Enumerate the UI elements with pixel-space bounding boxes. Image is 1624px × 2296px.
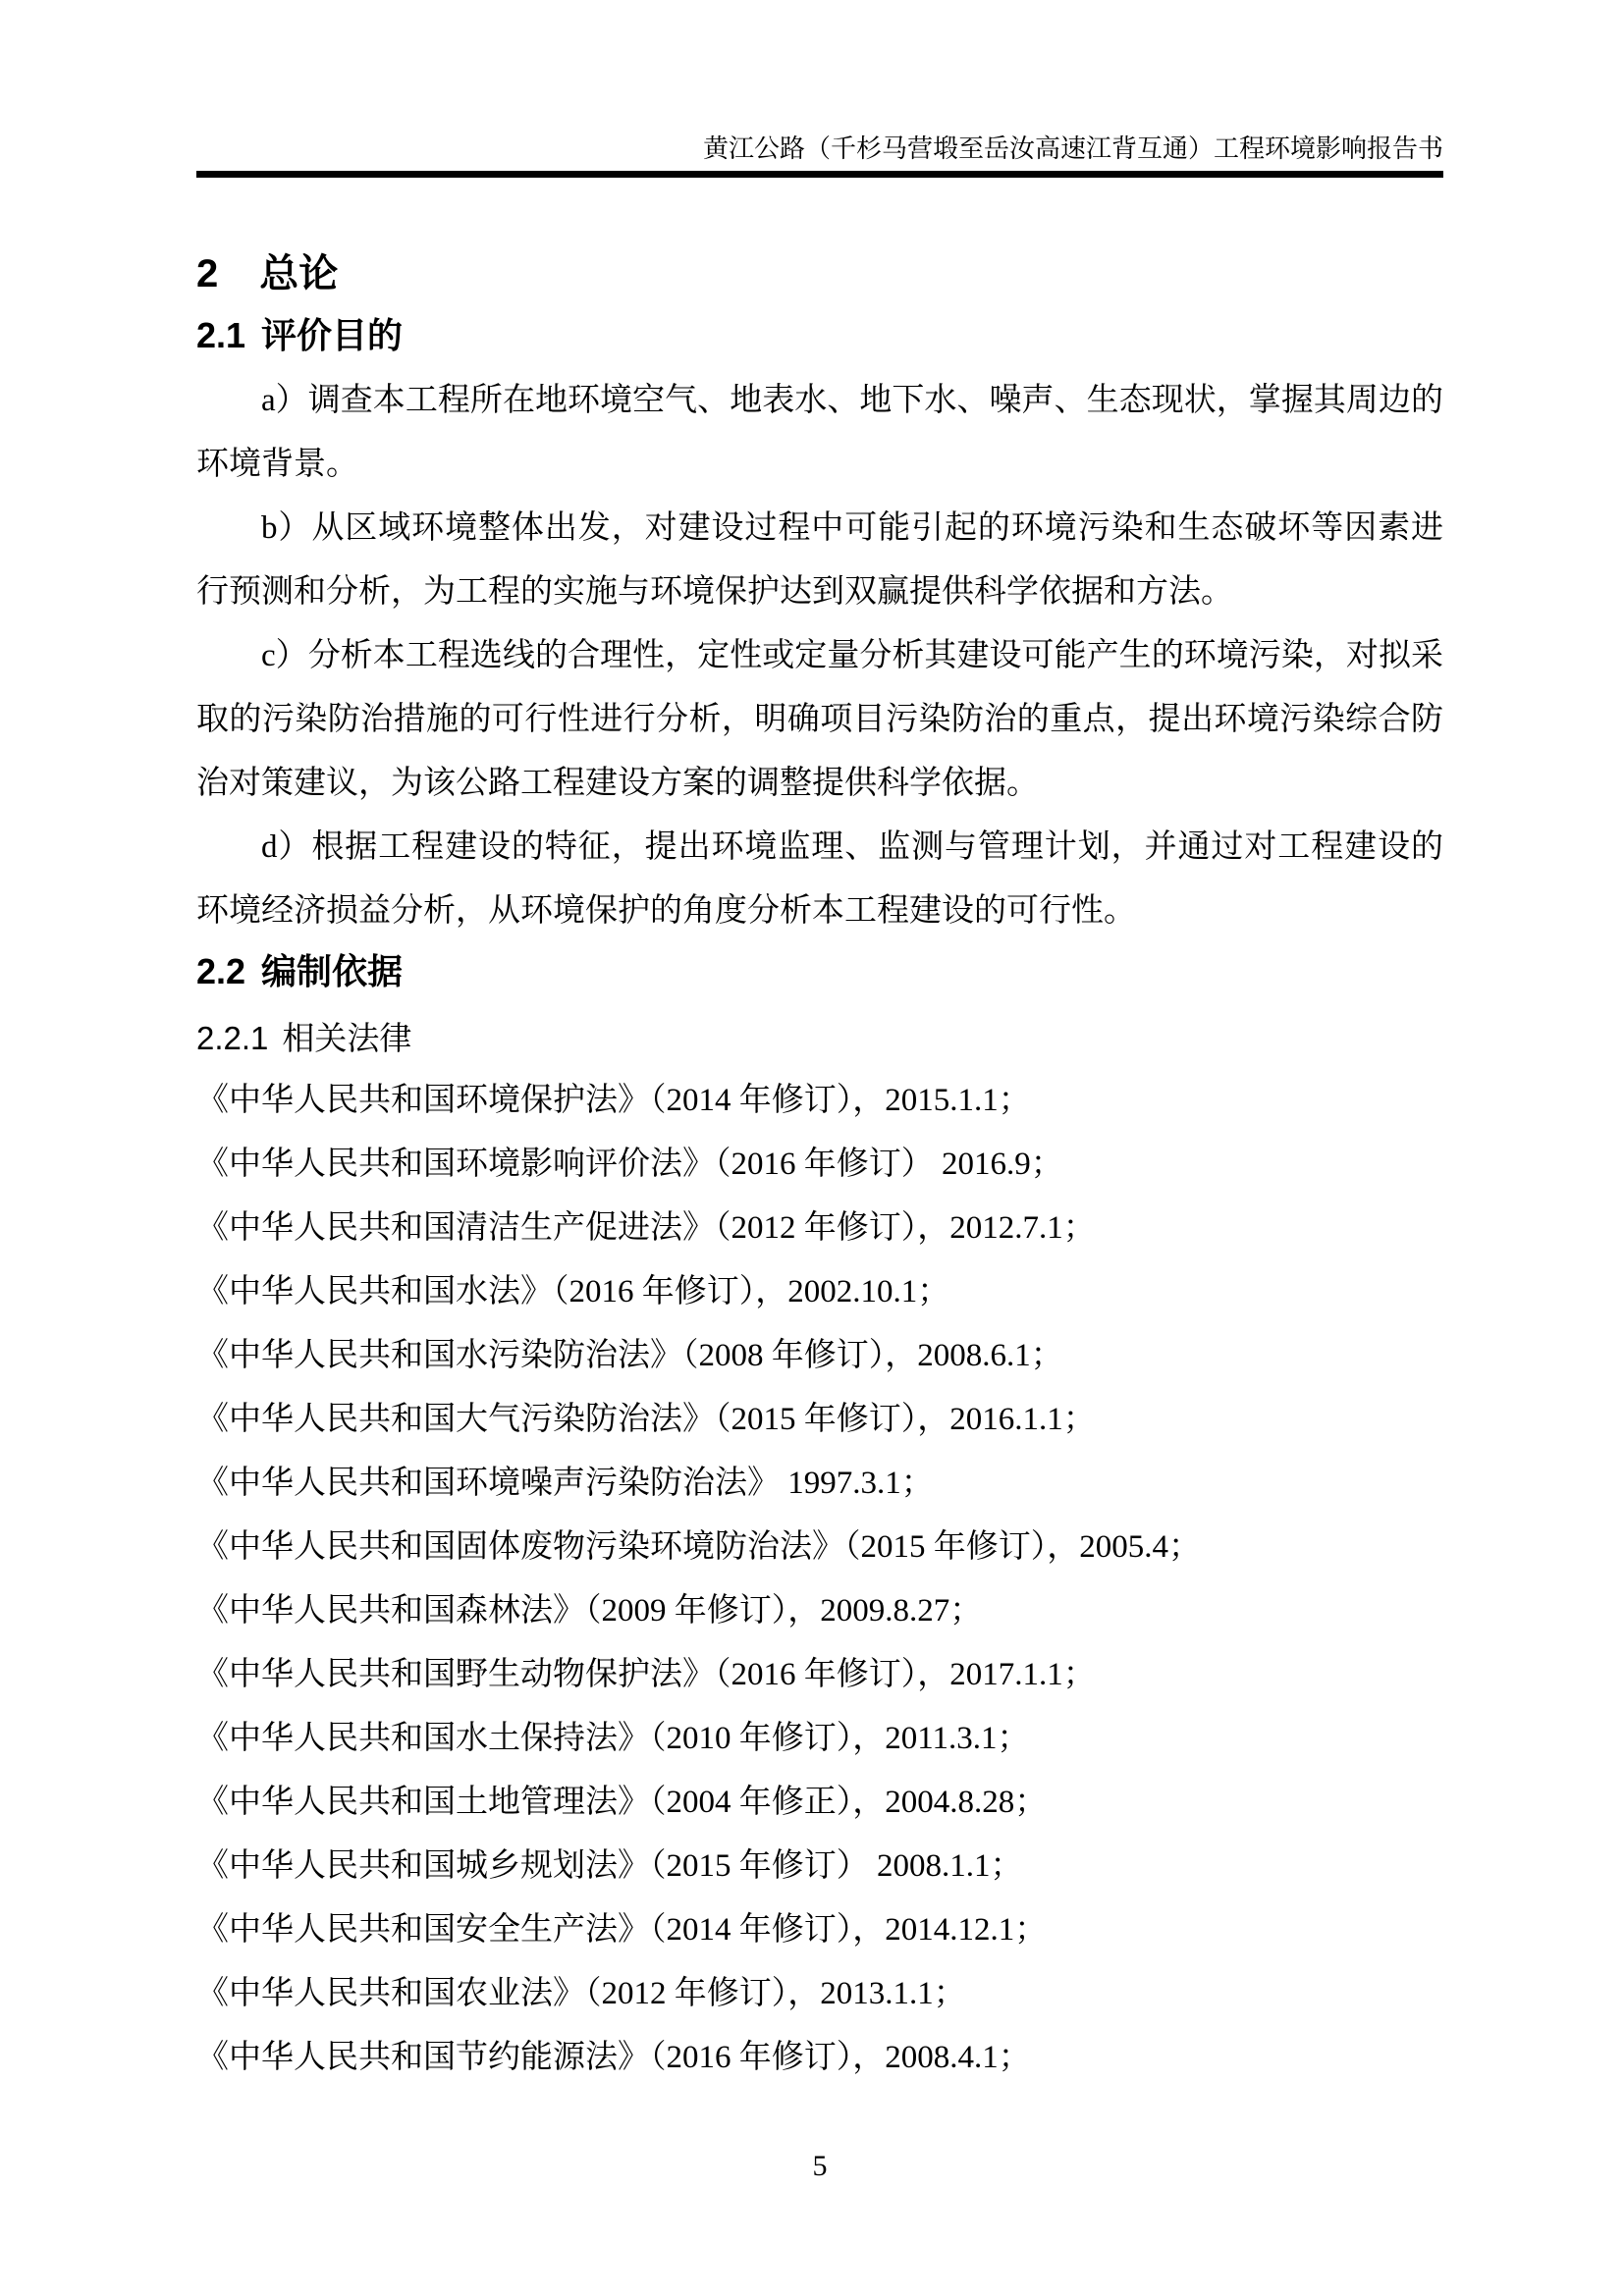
law-item: 《中华人民共和国土地管理法》（2004 年修正），2004.8.28； [196,1785,1048,1820]
law-item: 《中华人民共和国环境保护法》（2014 年修订），2015.1.1； [196,1083,1031,1118]
section-heading-2-1 [196,315,403,356]
law-item: 《中华人民共和国安全生产法》（2014 年修订），2014.12.1； [196,1912,1048,1948]
section-2-2-1-number: 2.2.1 [196,1020,269,1056]
running-header-title: 黄江公路（千杉马营塅至岳汝高速江背互通）工程环境影响报告书 [702,134,1443,163]
paragraph-d: d）根据工程建设的特征，提出环境监理、监测与管理计划，并通过对工程建设的环境经济损益分析，从环境保护的角度分析本工程建设的可行性。 [196,829,1443,929]
law-item: 《中华人民共和国水土保持法》（2010 年修订），2011.3.1； [196,1721,1030,1756]
law-item: 《中华人民共和国清洁生产促进法》（2012 年修订），2012.7.1； [196,1210,1096,1246]
running-header [196,134,1443,164]
section-2-2-number: 2.2 [196,951,246,991]
law-list [196,1069,1443,2090]
purpose-paragraphs [196,369,1443,943]
paragraph-b: b）从区域环境整体出发，对建设过程中可能引起的环境污染和生态破坏等因素进行预测和分析，为工程的实施与环境保护达到双赢提供科学依据和方法。 [196,510,1443,610]
law-item: 《中华人民共和国环境噪声污染防治法》 1997.3.1； [196,1466,934,1501]
law-item: 《中华人民共和国节约能源法》（2016 年修订），2008.4.1； [196,2040,1031,2075]
paragraph-c: c）分析本工程选线的合理性，定性或定量分析其建设可能产生的环境污染，对拟采取的污染防治措施的可行性进行分析，明确项目污染防治的重点，提出环境污染综合防治对策建议，为该公路工程建设方案的调整提供科学依据。 [196,638,1443,801]
law-item: 《中华人民共和国固体废物污染环境防治法》（2015 年修订），2005.4； [196,1529,1201,1565]
section-2-2-1-title: 相关法律 [282,1020,412,1056]
chapter-heading [196,251,338,296]
section-2-2-title: 编制依据 [261,951,404,991]
law-item: 《中华人民共和国森林法》（2009 年修订），2009.8.27； [196,1593,983,1629]
law-item: 《中华人民共和国水污染防治法》（2008 年修订），2008.6.1； [196,1338,1063,1373]
paragraph-a: a）调查本工程所在地环境空气、地表水、地下水、噪声、生态现状，掌握其周边的环境背景。 [196,383,1443,482]
section-2-1-title: 评价目的 [261,315,404,355]
page-number: 5 [812,2150,828,2182]
law-item: 《中华人民共和国野生动物保护法》（2016 年修订），2017.1.1； [196,1657,1096,1692]
header-rule [196,171,1443,178]
law-item: 《中华人民共和国城乡规划法》（2015 年修订） 2008.1.1； [196,1848,1023,1884]
law-item: 《中华人民共和国大气污染防治法》（2015 年修订），2016.1.1； [196,1402,1096,1437]
section-heading-2-2 [196,951,403,992]
section-heading-2-2-1 [196,1020,411,1057]
page-footer [196,2150,1443,2183]
law-item: 《中华人民共和国水法》（2016 年修订），2002.10.1； [196,1274,950,1309]
law-item: 《中华人民共和国农业法》（2012 年修订），2013.1.1； [196,1976,966,2011]
section-2-1-number: 2.1 [196,315,246,355]
law-item: 《中华人民共和国环境影响评价法》（2016 年修订） 2016.9； [196,1147,1063,1182]
chapter-title: 总论 [259,252,339,295]
chapter-number: 2 [196,252,219,295]
